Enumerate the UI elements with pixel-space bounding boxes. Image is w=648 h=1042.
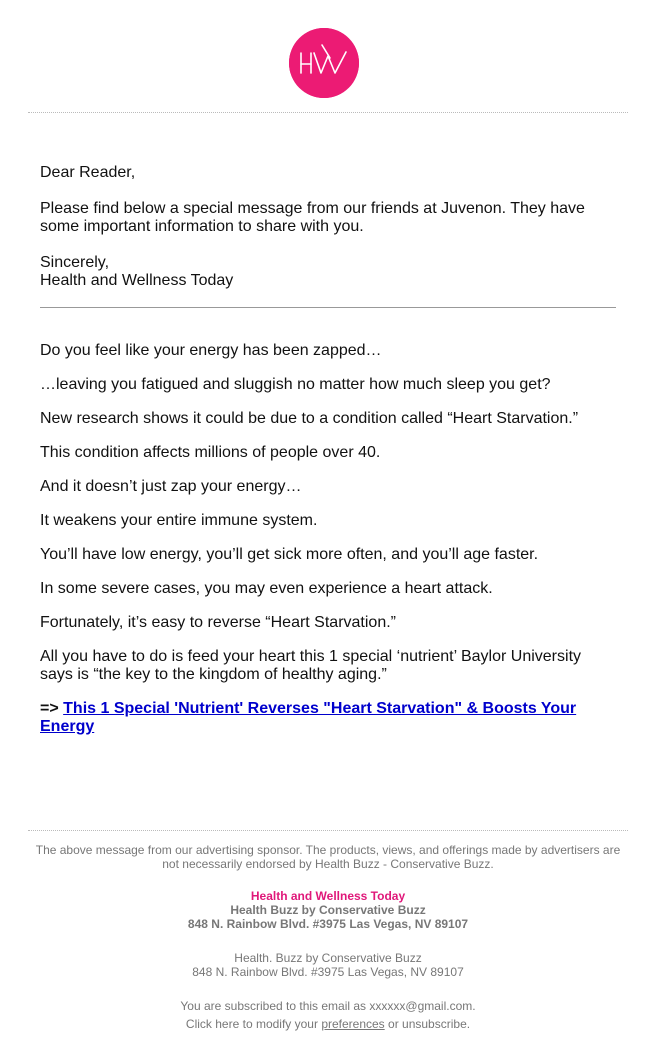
body-paragraph: And it doesn’t just zap your energy… xyxy=(40,478,302,495)
body-paragraph: New research shows it could be due to a condition called “Heart Starvation.” xyxy=(40,410,579,427)
header-divider xyxy=(28,112,628,113)
hw-logo[interactable] xyxy=(289,28,359,98)
intro-section xyxy=(40,164,616,308)
cta-line xyxy=(40,700,610,736)
footer-divider xyxy=(28,830,628,831)
modify-prefix: Click here to modify your xyxy=(185,1017,318,1031)
body-paragraph: …leaving you fatigued and sluggish no matter how much sleep you get? xyxy=(40,376,551,393)
body-paragraph: Do you feel like your energy has been zapped… xyxy=(40,342,382,359)
signature: Health and Wellness Today xyxy=(40,272,234,289)
modify-suffix: or unsubscribe. xyxy=(388,1017,471,1031)
footer-modify-line xyxy=(28,1017,628,1031)
intro-message: Please find below a special message from our friends at Juvenon. They have some important information to share with you. xyxy=(40,200,585,235)
hw-logo-icon xyxy=(289,28,359,98)
logo-container xyxy=(0,28,648,98)
preferences-link[interactable]: preferences xyxy=(321,1017,385,1031)
body-paragraph: All you have to do is feed your heart this 1 special ‘nutrient’ Baylor University says is “the key to the kingdom of healthy aging.” xyxy=(40,648,582,683)
footer xyxy=(28,843,628,1031)
message-body xyxy=(40,342,610,752)
greeting: Dear Reader, xyxy=(40,164,136,181)
signoff: Sincerely, xyxy=(40,254,110,271)
body-paragraph: Fortunately, it’s easy to reverse “Heart Starvation.” xyxy=(40,614,396,631)
body-paragraph: This condition affects millions of people over 40. xyxy=(40,444,381,461)
footer-disclaimer: The above message from our advertising sponsor. The products, views, and offerings made by advertisers are not necessarily endorsed by Health Buzz - Conservative Buzz. xyxy=(35,843,621,871)
body-paragraph: You’ll have low energy, you’ll get sick more often, and you’ll age faster. xyxy=(40,546,539,563)
footer-subscribed: You are subscribed to this email as xxxxxx@gmail.com. xyxy=(180,999,476,1013)
footer-address-bold: 848 N. Rainbow Blvd. #3975 Las Vegas, NV 89107 xyxy=(187,917,469,931)
cta-arrow: => xyxy=(40,700,59,717)
intro-divider xyxy=(40,307,616,308)
footer-brand-name: Health and Wellness Today xyxy=(250,889,406,903)
footer-address-plain: 848 N. Rainbow Blvd. #3975 Las Vegas, NV 89107 xyxy=(192,965,464,979)
body-paragraph: It weakens your entire immune system. xyxy=(40,512,318,529)
footer-company-plain: Health. Buzz by Conservative Buzz xyxy=(234,951,422,965)
body-paragraph: In some severe cases, you may even experience a heart attack. xyxy=(40,580,493,597)
footer-company: Health Buzz by Conservative Buzz xyxy=(230,903,426,917)
cta-link[interactable]: This 1 Special 'Nutrient' Reverses "Heart Starvation" & Boosts Your Energy xyxy=(40,700,577,735)
